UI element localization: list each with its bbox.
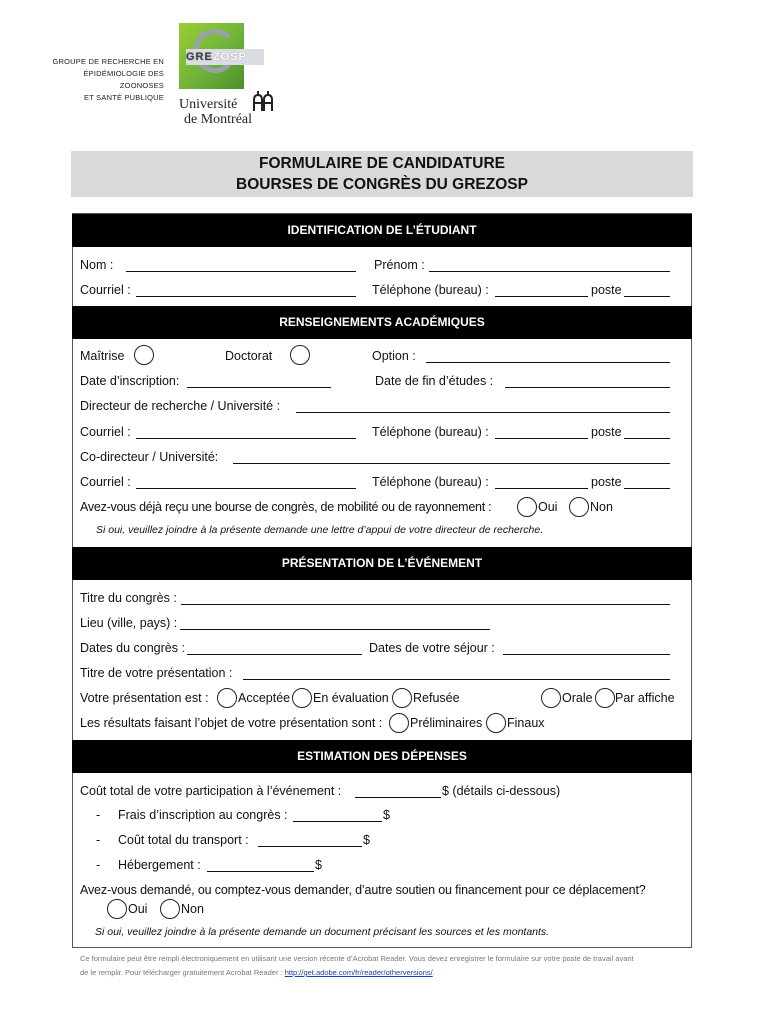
directeur-telephone-label: Téléphone (bureau) : <box>372 425 489 439</box>
university-line-2: de Montréal <box>184 112 253 127</box>
codirecteur-field[interactable] <box>233 463 670 464</box>
frais-currency: $ <box>383 808 390 822</box>
titre-presentation-label: Titre de votre présentation : <box>80 666 233 680</box>
footer-line-2-text: de le remplir. Pour télécharger gratuitement Acrobat Reader : <box>80 968 283 977</box>
doctorat-label: Doctorat <box>225 349 273 363</box>
logo-text-b: ZOSP <box>212 51 247 63</box>
prenom-field[interactable] <box>429 271 670 272</box>
dates-congres-field[interactable] <box>187 654 362 655</box>
statut-presentation-label: Votre présentation est : <box>80 691 209 705</box>
finaux-radio[interactable] <box>486 713 506 733</box>
transport-dash: - <box>96 833 101 847</box>
codirecteur-label: Co-directeur / Université: <box>80 450 219 464</box>
dates-sejour-field[interactable] <box>503 654 670 655</box>
nom-label: Nom : <box>80 258 114 272</box>
date-inscription-field[interactable] <box>187 387 331 388</box>
refusee-radio[interactable] <box>392 688 412 708</box>
codirecteur-poste-field[interactable] <box>624 488 670 489</box>
orale-label: Orale <box>562 691 593 705</box>
hebergement-label: Hébergement : <box>118 858 201 872</box>
titre-presentation-field[interactable] <box>243 679 670 680</box>
poste-label: poste <box>591 283 622 297</box>
dates-congres-label: Dates du congrès : <box>80 641 185 655</box>
preliminaires-label: Préliminaires <box>410 716 483 730</box>
org-line-3: ET SANTÉ PUBLIQUE <box>84 93 164 102</box>
acceptee-radio[interactable] <box>217 688 237 708</box>
grezosp-logo-text <box>186 49 264 65</box>
transport-label: Coût total du transport : <box>118 833 249 847</box>
directeur-field[interactable] <box>296 412 670 413</box>
acceptee-label: Acceptée <box>238 691 291 705</box>
frais-inscription-field[interactable] <box>293 821 382 822</box>
directeur-poste-label: poste <box>591 425 622 439</box>
doctorat-radio[interactable] <box>290 345 310 365</box>
hebergement-currency: $ <box>315 858 322 872</box>
acrobat-download-link[interactable]: http://get.adobe.com/fr/reader/otherversions/ <box>284 968 433 977</box>
bourse-note: Si oui, veuillez joindre à la présente demande une lettre d’appui de votre directeur de recherche. <box>96 524 544 536</box>
nom-field[interactable] <box>126 271 356 272</box>
date-inscription-label: Date d’inscription: <box>80 374 180 388</box>
cout-total-label: Coût total de votre participation à l’événement : <box>80 784 342 798</box>
poste-field[interactable] <box>624 296 670 297</box>
option-field[interactable] <box>426 362 670 363</box>
bourse-non-radio[interactable] <box>569 497 589 517</box>
frais-inscription-label: Frais d’inscription au congrès : <box>118 808 288 822</box>
telephone-field[interactable] <box>495 296 588 297</box>
en-evaluation-radio[interactable] <box>292 688 312 708</box>
orale-radio[interactable] <box>541 688 561 708</box>
footer-note <box>80 952 690 980</box>
maitrise-label: Maîtrise <box>80 349 125 363</box>
courriel-label: Courriel : <box>80 283 131 297</box>
prenom-label: Prénom : <box>374 258 425 272</box>
form-title <box>71 151 693 197</box>
par-affiche-radio[interactable] <box>595 688 615 708</box>
soutien-question: Avez-vous demandé, ou comptez-vous demander, d’autre soutien ou financement pour ce déplacement? <box>80 883 646 897</box>
soutien-non-label: Non <box>181 902 204 916</box>
directeur-label: Directeur de recherche / Université : <box>80 399 281 413</box>
soutien-oui-radio[interactable] <box>107 899 127 919</box>
soutien-note: Si oui, veuillez joindre à la présente demande un document précisant les sources et les montants. <box>95 926 550 938</box>
directeur-courriel-label: Courriel : <box>80 425 131 439</box>
hebergement-dash: - <box>96 858 101 872</box>
resultats-label: Les résultats faisant l’objet de votre présentation sont : <box>80 716 383 730</box>
date-fin-label: Date de fin d’études : <box>375 374 494 388</box>
directeur-courriel-field[interactable] <box>136 438 356 439</box>
courriel-field[interactable] <box>136 296 356 297</box>
finaux-label: Finaux <box>507 716 545 730</box>
soutien-oui-label: Oui <box>128 902 148 916</box>
codirecteur-telephone-label: Téléphone (bureau) : <box>372 475 489 489</box>
cout-total-suffix: $ (détails ci-dessous) <box>442 784 561 798</box>
par-affiche-label: Par affiche <box>615 691 675 705</box>
section-header-expenses: ESTIMATION DES DÉPENSES <box>72 740 692 773</box>
dates-sejour-label: Dates de votre séjour : <box>369 641 495 655</box>
telephone-label: Téléphone (bureau) : <box>372 283 489 297</box>
section-header-identification: IDENTIFICATION DE L’ÉTUDIANT <box>72 214 692 247</box>
logo-text-a: GRE <box>186 51 213 63</box>
org-line-1: GROUPE DE RECHERCHE EN <box>52 57 164 66</box>
codirecteur-telephone-field[interactable] <box>495 488 588 489</box>
preliminaires-radio[interactable] <box>389 713 409 733</box>
bourse-oui-radio[interactable] <box>517 497 537 517</box>
university-emblem-icon <box>252 90 274 112</box>
directeur-poste-field[interactable] <box>624 438 670 439</box>
frais-dash: - <box>96 808 101 822</box>
section-header-event: PRÉSENTATION DE L’ÉVÉNEMENT <box>72 547 692 580</box>
titre-congres-label: Titre du congrès : <box>80 591 177 605</box>
footer-line-2 <box>80 966 690 980</box>
transport-currency: $ <box>363 833 370 847</box>
directeur-telephone-field[interactable] <box>495 438 588 439</box>
codirecteur-courriel-label: Courriel : <box>80 475 131 489</box>
soutien-non-radio[interactable] <box>160 899 180 919</box>
section-header-academic: RENSEIGNEMENTS ACADÉMIQUES <box>72 306 692 339</box>
university-logo <box>179 97 252 127</box>
bourse-non-label: Non <box>590 500 613 514</box>
footer-line-2-end: . <box>432 968 435 977</box>
refusee-label: Refusée <box>413 691 460 705</box>
university-line-1: Université <box>179 97 238 112</box>
form-title-line-2: BOURSES DE CONGRÈS DU GREZOSP <box>236 176 528 193</box>
date-fin-field[interactable] <box>505 387 670 388</box>
footer-line-1: Ce formulaire peut être rempli électroniquement en utilisant une version récente d’Acrobat Reader. Vous devez enregistrer le formulaire sur votre poste de travail avant <box>80 954 634 963</box>
en-evaluation-label: En évaluation <box>313 691 389 705</box>
form-title-line-1: FORMULAIRE DE CANDIDATURE <box>259 155 505 172</box>
bourse-question: Avez-vous déjà reçu une bourse de congrès, de mobilité ou de rayonnement : <box>80 500 492 514</box>
maitrise-radio[interactable] <box>134 345 154 365</box>
option-label: Option : <box>372 349 416 363</box>
codirecteur-poste-label: poste <box>591 475 622 489</box>
organization-name <box>40 56 164 104</box>
transport-field[interactable] <box>258 846 362 847</box>
org-line-2: ÉPIDÉMIOLOGIE DES ZOONOSES <box>83 69 164 90</box>
lieu-label: Lieu (ville, pays) : <box>80 616 178 630</box>
bourse-oui-label: Oui <box>538 500 558 514</box>
cout-total-field[interactable] <box>355 797 441 798</box>
titre-congres-field[interactable] <box>181 604 670 605</box>
codirecteur-courriel-field[interactable] <box>136 488 356 489</box>
hebergement-field[interactable] <box>207 871 314 872</box>
lieu-field[interactable] <box>180 629 490 630</box>
